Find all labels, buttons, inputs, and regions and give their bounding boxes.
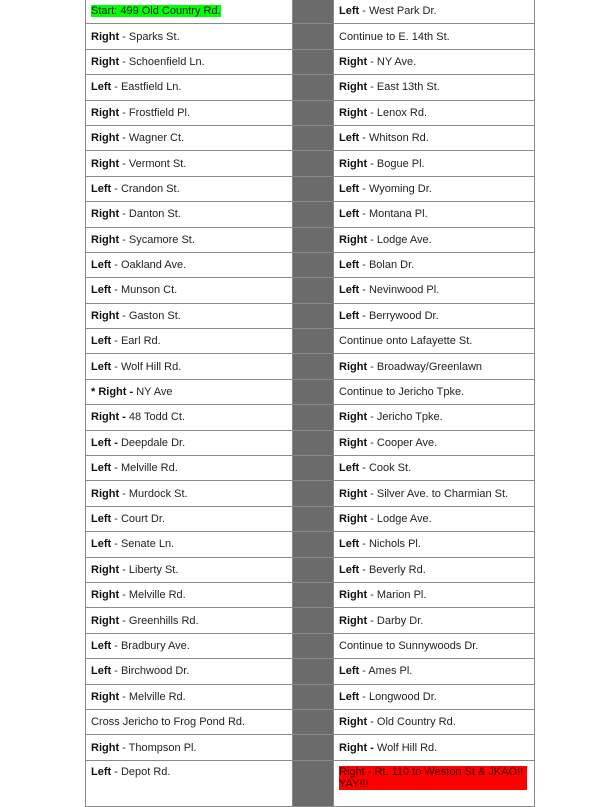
street-name: 48 Todd Ct.: [125, 411, 185, 424]
right-direction-cell: [334, 202, 535, 227]
divider-column: [293, 430, 334, 455]
turn-direction: Left: [339, 132, 360, 145]
turn-direction: Right: [91, 208, 120, 221]
street-name: - Sycamore St.: [119, 233, 195, 246]
right-direction-cell: [334, 125, 535, 150]
left-direction-cell: [86, 760, 293, 806]
divider-column: [293, 227, 334, 252]
left-direction-cell: [86, 278, 293, 303]
table-row: [86, 303, 535, 328]
right-direction-cell: [334, 354, 535, 379]
turn-direction: Right: [339, 360, 368, 373]
turn-direction: Right: [91, 589, 120, 602]
turn-direction: Right: [91, 614, 120, 627]
street-name: Continue to E. 14th St.: [339, 30, 450, 43]
street-name: - Liberty St.: [119, 563, 179, 576]
street-name: - East 13th St.: [367, 81, 440, 94]
divider-column: [293, 735, 334, 760]
divider-column: [293, 24, 334, 49]
divider-column: [293, 278, 334, 303]
divider-column: [293, 709, 334, 734]
table-row: [86, 506, 535, 531]
divider-column: [293, 354, 334, 379]
table-row: [86, 481, 535, 506]
divider-column: [293, 49, 334, 74]
left-direction-cell: [86, 151, 293, 176]
turn-direction: Left: [339, 182, 360, 195]
right-direction-cell: [334, 633, 535, 658]
table-row: [86, 405, 535, 430]
street-name: Continue to Jericho Tpke.: [339, 386, 465, 399]
left-direction-cell: [86, 506, 293, 531]
street-name: - Cook St.: [359, 462, 412, 475]
table-row: [86, 75, 535, 100]
turn-direction: Left: [91, 81, 112, 94]
street-name: - Cooper Ave.: [367, 436, 438, 449]
right-direction-cell: [334, 151, 535, 176]
right-direction-cell: [334, 252, 535, 277]
table-row: [86, 582, 535, 607]
street-name: - Lodge Ave.: [367, 513, 432, 525]
turn-direction: Left: [91, 765, 112, 778]
divider-column: [293, 532, 334, 557]
right-direction-cell: [334, 379, 535, 404]
divider-column: [293, 151, 334, 176]
street-name: - Beverly Rd.: [359, 563, 426, 576]
table-row: [86, 379, 535, 404]
table-row: [86, 608, 535, 633]
street-name: - Greenhills Rd.: [119, 614, 199, 627]
left-direction-cell: [86, 0, 293, 24]
street-name: - Oakland Ave.: [111, 259, 187, 272]
table-row: [86, 354, 535, 379]
divider-column: [293, 252, 334, 277]
right-direction-cell: [334, 329, 535, 354]
table-row: [86, 176, 535, 201]
street-name: - Birchwood Dr.: [111, 665, 190, 678]
turn-direction: Left: [339, 5, 360, 18]
street-name: - Whitson Rd.: [359, 132, 429, 145]
divider-column: [293, 582, 334, 607]
turn-direction: Right: [91, 55, 120, 68]
street-name: - Danton St.: [119, 208, 181, 221]
table-row: [86, 532, 535, 557]
right-direction-cell: [334, 760, 535, 806]
table-row: [86, 0, 535, 24]
table-row: [86, 709, 535, 734]
divider-column: [293, 75, 334, 100]
divider-column: [293, 202, 334, 227]
table-row: [86, 557, 535, 582]
left-direction-cell: [86, 202, 293, 227]
left-direction-cell: [86, 379, 293, 404]
street-name: - Schoenfield Ln.: [119, 55, 205, 68]
turn-direction: Left: [339, 462, 360, 475]
street-name: - Earl Rd.: [111, 335, 161, 348]
divider-column: [293, 633, 334, 658]
turn-direction: Right: [339, 106, 368, 119]
divider-column: [293, 176, 334, 201]
turn-direction: Left: [91, 513, 112, 525]
turn-direction: Right: [339, 487, 368, 500]
turn-direction: Right: [339, 589, 368, 602]
divider-column: [293, 0, 334, 24]
table-row: [86, 125, 535, 150]
left-direction-cell: [86, 659, 293, 684]
turn-direction: Right -: [339, 741, 374, 754]
street-name: - Lenox Rd.: [367, 106, 428, 119]
left-direction-cell: [86, 735, 293, 760]
right-direction-cell: [334, 532, 535, 557]
left-direction-cell: [86, 100, 293, 125]
street-name: - Melville Rd.: [119, 690, 186, 703]
destination-highlight: Right - Rt. 110 to Weston St & JKAO!! YAY!!!: [339, 766, 527, 790]
right-direction-cell: [334, 506, 535, 531]
street-name: Deepdale Dr.: [117, 436, 186, 449]
turn-direction: Left -: [91, 436, 118, 449]
street-name: - NY Ave.: [367, 55, 417, 68]
turn-direction: Right: [91, 487, 120, 500]
divider-column: [293, 760, 334, 806]
table-row: [86, 100, 535, 125]
turn-direction: Left: [91, 182, 112, 195]
street-name: - Wyoming Dr.: [359, 182, 432, 195]
street-name: - Vermont St.: [119, 157, 187, 170]
turn-direction: Right: [91, 30, 120, 43]
street-name: - Broadway/Greenlawn: [367, 360, 483, 373]
divider-column: [293, 557, 334, 582]
table-row: [86, 49, 535, 74]
divider-column: [293, 456, 334, 481]
street-name: - Melville Rd.: [111, 462, 178, 475]
street-name: - Wolf Hill Rd.: [111, 360, 182, 373]
divider-column: [293, 405, 334, 430]
right-direction-cell: [334, 303, 535, 328]
street-name: - Frostfield Pl.: [119, 106, 191, 119]
turn-direction: Left: [91, 639, 112, 652]
left-direction-cell: [86, 633, 293, 658]
turn-direction: Right: [91, 157, 120, 170]
table-row: [86, 456, 535, 481]
turn-direction: Right: [339, 411, 368, 424]
right-direction-cell: [334, 735, 535, 760]
right-direction-cell: [334, 176, 535, 201]
turn-direction: Left: [339, 284, 360, 297]
street-name: - West Park Dr.: [359, 5, 437, 18]
turn-direction: Right: [91, 563, 120, 576]
divider-column: [293, 303, 334, 328]
right-direction-cell: [334, 659, 535, 684]
left-direction-cell: [86, 709, 293, 734]
table-row: [86, 735, 535, 760]
left-direction-cell: [86, 430, 293, 455]
table-row: [86, 151, 535, 176]
turn-direction: Left: [339, 690, 360, 703]
start-highlight: Start: 499 Old Country Rd.: [91, 5, 221, 18]
turn-direction: Left: [91, 360, 112, 373]
right-direction-cell: [334, 684, 535, 709]
divider-column: [293, 100, 334, 125]
street-name: - Silver Ave. to Charmian St.: [367, 487, 509, 500]
street-name: - Nichols Pl.: [359, 538, 421, 551]
turn-direction: Left: [91, 462, 112, 475]
turn-direction: Left: [339, 208, 360, 221]
left-direction-cell: [86, 49, 293, 74]
street-name: - Lodge Ave.: [367, 233, 432, 246]
street-name: - Munson Ct.: [111, 284, 178, 297]
left-direction-cell: [86, 125, 293, 150]
table-row: [86, 252, 535, 277]
turn-direction: Left: [91, 259, 112, 272]
street-name: - Bolan Dr.: [359, 259, 415, 272]
right-direction-cell: [334, 709, 535, 734]
street-name: Wolf Hill Rd.: [373, 741, 438, 754]
turn-direction: Left: [339, 538, 360, 551]
divider-column: [293, 684, 334, 709]
table-row: [86, 684, 535, 709]
divider-column: [293, 481, 334, 506]
street-name: Continue onto Lafayette St.: [339, 335, 473, 348]
street-name: - Nevinwood Pl.: [359, 284, 440, 297]
turn-direction: Right: [91, 233, 120, 246]
turn-direction: Left: [339, 309, 360, 322]
turn-direction: * Right -: [91, 386, 134, 399]
divider-column: [293, 659, 334, 684]
turn-direction: Left: [91, 335, 112, 348]
table-row: [86, 202, 535, 227]
table-row: [86, 24, 535, 49]
right-direction-cell: [334, 608, 535, 633]
left-direction-cell: [86, 582, 293, 607]
table-row: [86, 633, 535, 658]
left-direction-cell: [86, 456, 293, 481]
turn-direction: Left: [91, 538, 112, 551]
turn-direction: Right: [339, 513, 368, 525]
turn-direction: Right: [91, 132, 120, 145]
table-row: [86, 760, 535, 806]
street-name: - Melville Rd.: [119, 589, 186, 602]
divider-column: [293, 329, 334, 354]
turn-direction: Left: [91, 284, 112, 297]
left-direction-cell: [86, 176, 293, 201]
street-name: - Gaston St.: [119, 309, 181, 322]
turn-direction: Right: [91, 741, 120, 754]
turn-direction: Left: [339, 665, 360, 678]
street-name: - Court Dr.: [111, 513, 165, 525]
divider-column: [293, 125, 334, 150]
divider-column: [293, 608, 334, 633]
table-row: [86, 659, 535, 684]
street-name: - Bogue Pl.: [367, 157, 425, 170]
street-name: - Marion Pl.: [367, 589, 427, 602]
left-direction-cell: [86, 532, 293, 557]
left-direction-cell: [86, 684, 293, 709]
street-name: - Depot Rd.: [111, 765, 171, 778]
street-name: NY Ave: [133, 386, 173, 399]
street-name: - Crandon St.: [111, 182, 180, 195]
street-name: - Montana Pl.: [359, 208, 428, 221]
right-direction-cell: [334, 0, 535, 24]
table-row: [86, 227, 535, 252]
street-name: - Thompson Pl.: [119, 741, 197, 754]
divider-column: [293, 506, 334, 531]
right-direction-cell: [334, 49, 535, 74]
divider-column: [293, 379, 334, 404]
left-direction-cell: [86, 481, 293, 506]
left-direction-cell: [86, 405, 293, 430]
turn-direction: Right: [339, 233, 368, 246]
turn-direction: Right -: [91, 411, 126, 424]
turn-direction: Left: [91, 665, 112, 678]
left-direction-cell: [86, 252, 293, 277]
turn-direction: Right: [91, 309, 120, 322]
right-direction-cell: [334, 430, 535, 455]
right-direction-cell: [334, 75, 535, 100]
left-direction-cell: [86, 24, 293, 49]
table-row: [86, 430, 535, 455]
left-direction-cell: [86, 227, 293, 252]
left-direction-cell: [86, 557, 293, 582]
right-direction-cell: [334, 24, 535, 49]
turn-direction: Right: [91, 690, 120, 703]
turn-direction: Left: [339, 563, 360, 576]
right-direction-cell: [334, 456, 535, 481]
street-name: Cross Jericho to Frog Pond Rd.: [91, 716, 246, 729]
street-name: - Bradbury Ave.: [111, 639, 190, 652]
left-direction-cell: [86, 329, 293, 354]
left-direction-cell: [86, 75, 293, 100]
street-name: - Eastfield Ln.: [111, 81, 182, 94]
turn-direction: Right: [339, 55, 368, 68]
street-name: - Murdock St.: [119, 487, 188, 500]
right-direction-cell: [334, 582, 535, 607]
turn-direction: Left: [339, 259, 360, 272]
right-direction-cell: [334, 278, 535, 303]
turn-direction: Right: [339, 81, 368, 94]
street-name: - Longwood Dr.: [359, 690, 437, 703]
right-direction-cell: [334, 100, 535, 125]
directions-table: [85, 0, 535, 807]
turn-direction: Right: [91, 106, 120, 119]
turn-direction: Right: [339, 157, 368, 170]
right-direction-cell: [334, 557, 535, 582]
street-name: - Old Country Rd.: [367, 716, 456, 729]
turn-direction: Right: [339, 716, 368, 729]
left-direction-cell: [86, 303, 293, 328]
street-name: Continue to Sunnywoods Dr.: [339, 639, 479, 652]
street-name: - Sparks St.: [119, 30, 180, 43]
turn-direction: Right: [339, 436, 368, 449]
street-name: - Wagner Ct.: [119, 132, 185, 145]
right-direction-cell: [334, 227, 535, 252]
left-direction-cell: [86, 608, 293, 633]
table-row: [86, 278, 535, 303]
street-name: - Senate Ln.: [111, 538, 175, 551]
street-name: - Berrywood Dr.: [359, 309, 439, 322]
table-row: [86, 329, 535, 354]
street-name: - Darby Dr.: [367, 614, 424, 627]
street-name: - Jericho Tpke.: [367, 411, 443, 424]
left-direction-cell: [86, 354, 293, 379]
street-name: - Ames Pl.: [359, 665, 413, 678]
right-direction-cell: [334, 405, 535, 430]
right-direction-cell: [334, 481, 535, 506]
turn-direction: Right: [339, 614, 368, 627]
